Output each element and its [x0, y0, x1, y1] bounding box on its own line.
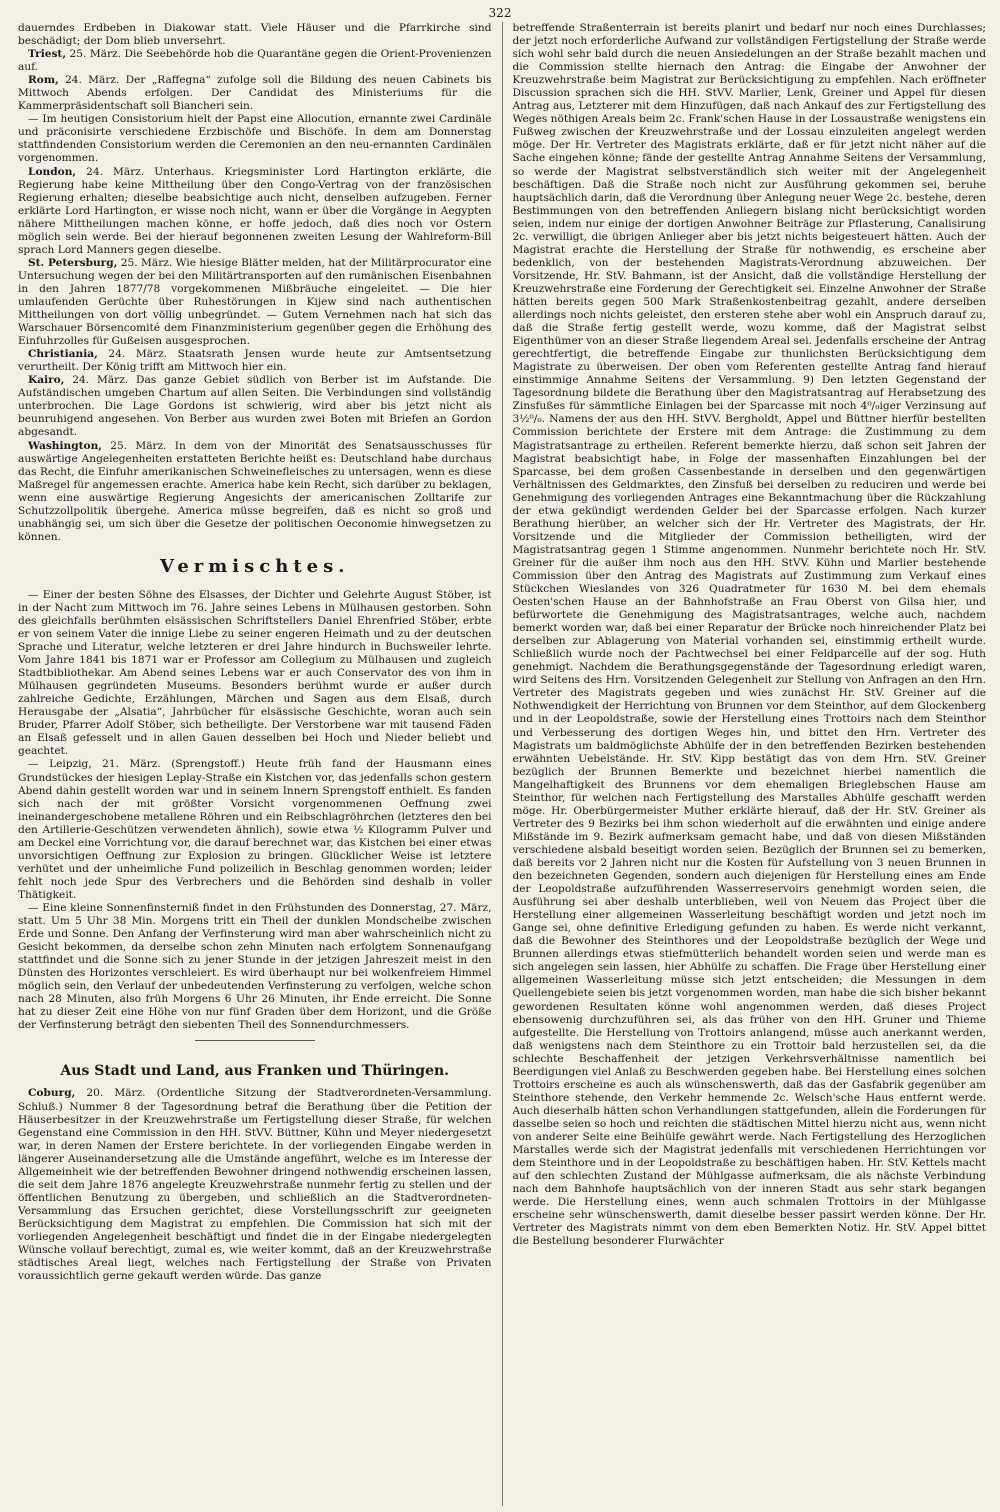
news-item: Coburg, 20. März. (Ordentliche Sitzung der Stadtverordneten-Versammlung. Schluß.) Nummer 8 der Tagesordnung betraf die Berathung über die Petition der Häuserbesitzer in der Kreuzwehrstraße um Fertigstellung dieser Straße, für welchen Gegenstand eine Commission in den HH. StVV. Büttner, Kühn und Meyer niedergesetzt war, in deren Namen der Erstere berichtete. In der vorliegenden Eingabe werden in längerer Auseinandersetzung alle die Umstände angeführt, welche es im Interesse der Allgemeinheit wie der betreffenden Bewohner dringend nothwendig erscheinen lassen, die seit dem Jahre 1876 angelegte Kreuzwehrstraße nunmehr fertig zu stellen und der öffentlichen Benutzung zu übergeben, und schließlich an die Stadtverordneten-Versammlung das Ersuchen gerichtet, diese Vorstellungsschrift zur geeigneten Berücksichtigung dem Magistrat zu empfehlen. Die Commission hat sich mit der vorliegenden Angelegenheit beschäftigt und findet die in der Eingabe niedergelegten Wünsche vollauf berechtigt, zumal es, wie weiter kommt, daß an der Kreuzwehrstraße städtisches Areal liegt, welches nach Fertigstellung der Straße von Privaten voraussichtlich gerne gekauft werden würde. Das ganze — [18, 1087, 492, 1283]
page-number: 322 — [488, 6, 512, 20]
news-item: Rom, 24. März. Der „Raffegna“ zufolge soll die Bildung des neuen Cabinets bis Mittwoch Abends erfolgen. Der Candidat des Ministeriums für die Kammerpräsidentschaft soll Biancheri sein. — [18, 74, 492, 113]
news-item: — Einer der besten Söhne des Elsasses, der Dichter und Gelehrte August Stöber, ist in der Nacht zum Mittwoch im 76. Jahre seines Lebens in Mülhausen gestorben. Sohn des gleichfalls berühmten elsässischen Schriftstellers Daniel Ehrenfried Stöber, erbte er von seinem Vater die innige Liebe zu seiner engeren Heimath und zu der deutschen Sprache und Literatur, welche letzteren er drei Jahre hindurch in Buchsweiler lehrte. Vom Jahre 1841 bis 1871 war er Professor am Collegium zu Mülhausen und zugleich Stadtbibliothekar. Am Abend seines Lebens war er auch Conservator des von ihm in Mülhausen gegründeten Museums. Besonders berühmt wurde er außer durch zahlreiche Gedichte, Erzählungen, Märchen und Sagen aus dem Elsaß, durch Herausgabe der „Alsatia“, Jahrbücher für elsässische Geschichte, woran auch sein Bruder, Pfarrer Adolf Stöber, sich betheiligte. Der Verstorbene war mit tausend Fäden an Elsaß gefesselt und in allen Gauen desselben bei Hoch und Nieder beliebt und geachtet. — [18, 588, 492, 758]
section-divider — [195, 1040, 315, 1041]
dateline: Rom, — [28, 74, 59, 87]
dateline: London, — [28, 165, 77, 178]
right-column — [513, 22, 987, 1506]
left-column — [18, 22, 492, 1506]
news-item: Christiania, 24. März. Staatsrath Jensen wurde heute zur Amtsentsetzung verurtheilt. Der König trifft am Mittwoch hier ein. — [18, 348, 492, 374]
news-item: dauerndes Erdbeben in Diakowar statt. Viele Häuser und die Pfarrkirche sind beschädigt; der Dom blieb unversehrt. — [18, 22, 492, 48]
dateline: Coburg, — [28, 1087, 76, 1100]
dateline: Kairo, — [28, 374, 65, 387]
dateline: Christiania, — [28, 348, 98, 361]
text-columns — [18, 22, 986, 1506]
dateline: St. Petersburg, — [28, 256, 118, 269]
news-item-continued: betreffende Straßenterrain ist bereits planirt und bedarf nur noch eines Durchlasses; der jetzt noch erforderliche Aufwand zur vollständigen Fertigstellung der Straße werde sich wohl sehr bald durch die neuen Ansiedelungen an der Straße bezahlt machen und die Commission stellte hiernach den Antrag: die Eingabe der Anwohner der Kreuzwehrstraße beim Magistrat zur Berücksichtigung zu empfehlen. Nach eröffneter Discussion sprachen sich die HH. StVV. Marlier, Lenk, Greiner und Appel für diesen Antrag aus, Letzterer mit dem Hinzufügen, daß nach Ankauf des zur Fertigstellung des Weges nöthigen Areals beim 2c. Frank'schen Hause in der Lossaustraße wenigstens ein Fußweg zwischen der Kreuzwehrstraße und der Lossau einzuleiten angelegt werden möge. Der Hr. Vertreter des Magistrats erklärte, daß er für jetzt nicht näher auf die Sache eingehen könne; fände der gestellte Antrag Annahme Seitens der Versammlung, so werde der Magistrat selbstverständlich sich weiter mit der Angelegenheit beschäftigen. Daß die Straße noch nicht zur Ausführung gekommen sei, beruhe hauptsächlich darin, daß die Verordnung über Anlegung neuer Wege 2c. bestehe, deren Bestimmungen von den betreffenden Anliegern bislang nicht berücksichtigt worden seien, indem nur einige der dortigen Anwohner Beiträge zur Pflasterung, Canalisirung 2c. verwilligt, die übrigen Anlieger aber bis jetzt nichts beigesteuert hätten. Auch der Magistrat erachte die Herstellung der Straße für nothwendig, es erscheine aber bedenklich, von der bestehenden Magistrats-Verordnung abzuweichen. Der Vorsitzende, Hr. StV. Bahmann, ist der Ansicht, daß die vollständige Herstellung der Kreuzwehrstraße eine Forderung der Gerechtigkeit sei. Einzelne Anwohner der Straße hätten bereits gegen 500 Mark Straßenkostenbeitrag gezahlt, andere derselben allerdings noch nichts geleistet, den ersteren stehe aber wohl ein Anspruch darauf zu, daß die Straße fertig gestellt werde, wozu komme, daß der Magistrat selbst Eigenthümer von an dieser Straße liegendem Areal sei. Jedenfalls erscheine der Antrag gerechtfertigt, die betreffende Eingabe zur thunlichsten Berücksichtigung dem Magistrate zu überweisen. Der oben vom Referenten gestellte Antrag fand hierauf einstimmige Annahme Seitens der Versammlung. 9) Den letzten Gegenstand der Tagesordnung bildete die Berathung über den Magistratsantrag auf Herabsetzung des Zinsfußes für sämmtliche Einlagen bei der Sparcasse mit noch 4⁰/₀iger Verzinsung auf 3½⁰/₀. Namens der aus den HH. StVV. Bergholdt, Appel und Büttner hierfür bestellten Commission berichtete der Erstere mit dem Antrage: die Zustimmung zu dem Magistratsantrage zu ertheilen. Referent bemerkte hierzu, daß schon seit Jahren der Magistrat beabsichtigt habe, in Folge der massenhaften Einzahlungen bei der Sparcasse, bei dem großen Cassenbestande in derselben und den gegenwärtigen Verhältnissen des Geldmarktes, den Zinsfuß bei derselben zu reduciren und werde bei Genehmigung des vorliegenden Antrages eine Bekanntmachung über die Rückzahlung der etwa gekündigt werdenden Gelder bei der Sparcasse erfolgen. Nach kurzer Berathung hierüber, an welcher sich der Hr. Vertreter des Magistrats, der Hr. Vorsitzende und die Mitglieder der Commission betheiligten, wird der Magistratsantrag gegen 1 Stimme angenommen. Nunmehr berichtete noch Hr. StV. Greiner für die außer ihm noch aus den HH. StVV. Kühn und Marlier bestehende Commission über den Antrag des Magistrats auf Zustimmung zum Verkauf eines Stückchen Wieslandes von 326 Quadratmeter für 1630 M. bei dem ehemals Oesten'schen Hause an der Bahnhofstraße an Frau Oberst von Gilsa hier, und befürwortete die Genehmigung des Magistratsantrages, welche auch, nachdem bemerkt worden war, daß bei einer Reparatur der Brücke noch hinreichender Platz bei derselben zur Ablagerung von Material vorhanden sei, einstimmig ertheilt wurde. Schließlich wurde noch der Pachtwechsel bei einer Feldparcelle auf der sog. Huth genehmigt. Nachdem die Berathungsgegenstände der Tagesordnung erledigt waren, wird Seitens des Hrn. Vorsitzenden Gelegenheit zur Stellung von Anfragen an den Hrn. Vertreter des Magistrats gegeben und wies zunächst Hr. StV. Greiner auf die Nothwendigkeit der Herrichtung von Brunnen vor dem Steinthor, auf dem Glockenberg und in der Leopoldstraße, sowie der Herstellung eines Trottoirs nach dem Steinthor und Verbesserung des dortigen Weges hin, und bittet den Hrn. Vertreter des Magistrats um baldmöglichste Abhülfe der in den betreffenden Bezirken bestehenden erwähnten Uebelstände. Hr. StV. Kipp bestätigt das von dem Hrn. StV. Greiner bezüglich der Brunnen Bemerkte und bezeichnet hierbei namentlich die Mangelhaftigkeit des Brunnens vor dem ehemaligen Brieglebschen Hause am Steinthor, für welchen nach Fertigstellung des Marstalles Abhülfe geschafft werden möge. Hr. Oberbürgermeister Muther erklärte hierauf, daß der Hr. StV. Greiner als Vertreter des 9 Bezirks bei ihm schon wiederholt auf die erwähnten und einige andere Mißstände im 9. Bezirk aufmerksam gemacht habe, und daß von diesen Mißständen verschiedene alsbald beseitigt worden seien. Bezüglich der Brunnen sei zu bemerken, daß bereits vor 2 Jahren nicht nur die Kosten für Aufstellung von 3 neuen Brunnen in den bezeichneten Gegenden, sondern auch diejenigen für Herstellung eines am Ende der Leopoldstraße aufzuführenden Wasserreservoirs genehmigt worden seien, die Ausführung sei aber deshalb unterblieben, weil von Neuem das Project über die Herstellung einer allgemeinen Wasserleitung beschäftigt worden und jetzt noch im Gange sei, ohne definitive Erledigung gefunden zu haben. Es werde nicht verkannt, daß die Bewohner des Steinthores und der Leopoldstraße bezüglich der Wege und Brunnen allerdings etwas stiefmütterlich behandelt worden seien und werde man es sich angelegen sein lassen, hier Abhülfe zu schaffen. Die Frage über Herstellung einer allgemeinen Wasserleitung müsse sich jetzt entscheiden; die Messungen in dem Quellengebiete seien bis jetzt vorgenommen worden, man habe die sich bisher bekannt gewordenen Resultaten könne wohl angenommen werden, daß dieses Project ebensowenig durchzuführen sei, als das früher von den HH. Gruner und Thieme aufgestellte. Die Herstellung von Trottoirs anlangend, müsse auch anerkannt werden, daß wenigstens nach dem Steinthore zu ein Trottoir bald herzustellen sei, da die schlechte Beschaffenheit der jetzigen Verkehrsverhältnisse namentlich bei Beerdigungen viel Anlaß zu Beschwerden gegeben habe. Bei Herstellung eines solchen Trottoirs erscheine es auch als wünschenswerth, daß das der Gasfabrik gegenüber am Steinthore stehende, den Verkehr hemmende 2c. Welsch'sche Haus entfernt werde. Auch dieserhalb hätten schon Verhandlungen stattgefunden, allein die Forderungen für dasselbe seien so hoch und reichten die städtischen Mittel hierzu nicht aus, wenn nicht von anderer Seite eine Beihülfe gewährt werde. Nach Fertigstellung des Herzoglichen Marstalles werde sich der Magistrat jedenfalls mit verschiedenen Herrichtungen vor dem Steinthore und in der Leopoldstraße zu beschäftigen haben. Hr. StV. Kettels macht auf den schlechten Zustand der Mühlgasse aufmerksam, die als nächste Verbindung nach dem Bahnhofe hauptsächlich von der inneren Stadt aus sehr stark begangen werde. Die Herstellung eines, wenn auch schmalen Trottoirs in der Mühlgasse erscheine sehr wünschenswerth, damit dieselbe besser passirt werden könne. Der Hr. Vertreter des Magistrats nimmt von dem eben Bemerkten Notiz. Hr. StV. Appel bittet die Bestellung besonderer Flurwächter — [512, 22, 986, 1248]
news-item: — Eine kleine Sonnenfinsterniß findet in den Frühstunden des Donnerstag, 27. März, statt. Um 5 Uhr 38 Min. Morgens tritt ein Theil der dunklen Mondscheibe zwischen Erde und Sonne. Den Anfang der Verfinsterung wird man aber wahrscheinlich nicht zu Gesicht bekommen, da derselbe schon zehn Minuten nach erfolgtem Sonnenaufgang stattfindet und die Sonne sich zu jener Stunde in der jetzigen Jahreszeit meist in den Dünsten des Horizontes verschleiert. Es wird überhaupt nur bei wolkenfreiem Himmel möglich sein, den Verlauf der unbedeutenden Verfinsterung zu verfolgen, welche schon nach 28 Minuten, also früh Morgens 6 Uhr 26 Minuten, ihr Ende erreicht. Die Sonne hat zu dieser Zeit eine Höhe von nur fünf Graden über dem Horizont, und die Größe der Verfinsterung beträgt den siebenten Theil des Sonnendurchmessers. — [18, 902, 492, 1032]
dateline: Triest, — [28, 48, 67, 61]
news-item: St. Petersburg, 25. März. Wie hiesige Blätter melden, hat der Militärprocurator eine Untersuchung wegen der bei den Militärtransporten auf den rumänischen Eisenbahnen in den Jahren 1877/78 vorgekommenen Mißbräuche eingeleitet. — Die hier umlaufenden Gerüchte über Ruhestörungen in Kijew sind nach authentischen Mittheilungen von dort völlig unbegründet. — Gutem Vernehmen nach hat sich das Warschauer Börsencomité dem Finanzministerium gegenüber gegen die Erhöhung des Einfuhrzolles für Gußeisen ausgesprochen. — [18, 256, 492, 348]
dateline: Washington, — [28, 439, 102, 452]
news-item: Triest, 25. März. Die Seebehörde hob die Quarantäne gegen die Orient-Provenienzen auf. — [18, 48, 492, 74]
section-heading-vermischtes: Vermischtes. — [160, 555, 350, 577]
news-item: — Im heutigen Consistorium hielt der Papst eine Allocution, ernannte zwei Cardinäle und präconisirte verschiedene Erzbischöfe und Bischöfe. In dem am Donnerstag stattfindenden Consistorium werden die Ceremonien an den neu-ernannten Cardinälen vorgenommen. — [18, 113, 492, 165]
section-heading-stadt-und-land: Aus Stadt und Land, aus Franken und Thüringen. — [60, 1063, 450, 1080]
column-divider — [502, 22, 503, 1506]
news-item: Kairo, 24. März. Das ganze Gebiet südlich von Berber ist im Aufstande. Die Aufständischen umgeben Chartum auf allen Seiten. Die Verbindungen sind vollständig unterbrochen. Die Lage Gordons ist schwierig, wird aber bis jetzt nicht als beunruhigend angesehen. Von Berber aus wurden zwei Boten mit Briefen an Gordon abgesandt. — [18, 374, 492, 439]
news-item: London, 24. März. Unterhaus. Kriegsminister Lord Hartington erklärte, die Regierung habe keine Mittheilung über den Congo-Vertrag von der französischen Regierung erhalten; dieselbe beabsichtige auch nicht, denselben aufzugeben. Ferner erklärte Lord Hartington, er wisse noch nicht, wann er über die Vorgänge in Aegypten nähere Mittheilungen machen könne, er hoffe jedoch, daß dies noch vor Ostern möglich sein werde. Bei der hierauf begonnenen zweiten Lesung der Wahlreform-Bill sprach Lord Manners gegen dieselbe. — [18, 165, 492, 256]
news-item: — Leipzig, 21. März. (Sprengstoff.) Heute früh fand der Hausmann eines Grundstückes der hiesigen Leplay-Straße ein Kistchen vor, das jedenfalls schon gestern Abend dahin gestellt worden war und in seinem Innern Sprengstoff enthielt. Es fanden sich nach der mit größter Vorsicht vorgenommenen Oeffnung zwei ineinandergeschobene metallene Röhren und ein Reibschlagröhrchen (letzteres den bei den Artillerie-Geschützen verwendeten ähnlich), sowie etwa ½ Kilogramm Pulver und am Deckel eine Vorrichtung vor, die darauf berechnet war, das Kistchen bei einer etwas unvorsichtigen Oeffnung zur Explosion zu bringen. Glücklicher Weise ist letztere verhütet und der unheimliche Fund polizeilich in Beschlag genommen worden; leider fehlt noch jede Spur des Verbrechers und die Behörden sind deshalb in voller Thätigkeit. — [18, 758, 492, 901]
news-item: Washington, 25. März. In dem von der Minorität des Senatsausschusses für auswärtige Angelegenheiten erstatteten Berichte heißt es: Deutschland habe durchaus das Recht, die Einfuhr amerikanischen Schweinefleisches zu untersagen, wenn es diese Maßregel für angemessen erachte. America habe kein Recht, sich darüber zu beklagen, wenn eine auswärtige Regierung Angesichts der americanischen Zolltarife zur Schutzzollpolitik übergehe. America müsse begreifen, daß es nicht so groß und unabhängig sei, um sich über die Gesetze der politischen Oeconomie hinwegsetzen zu können. — [18, 439, 492, 543]
